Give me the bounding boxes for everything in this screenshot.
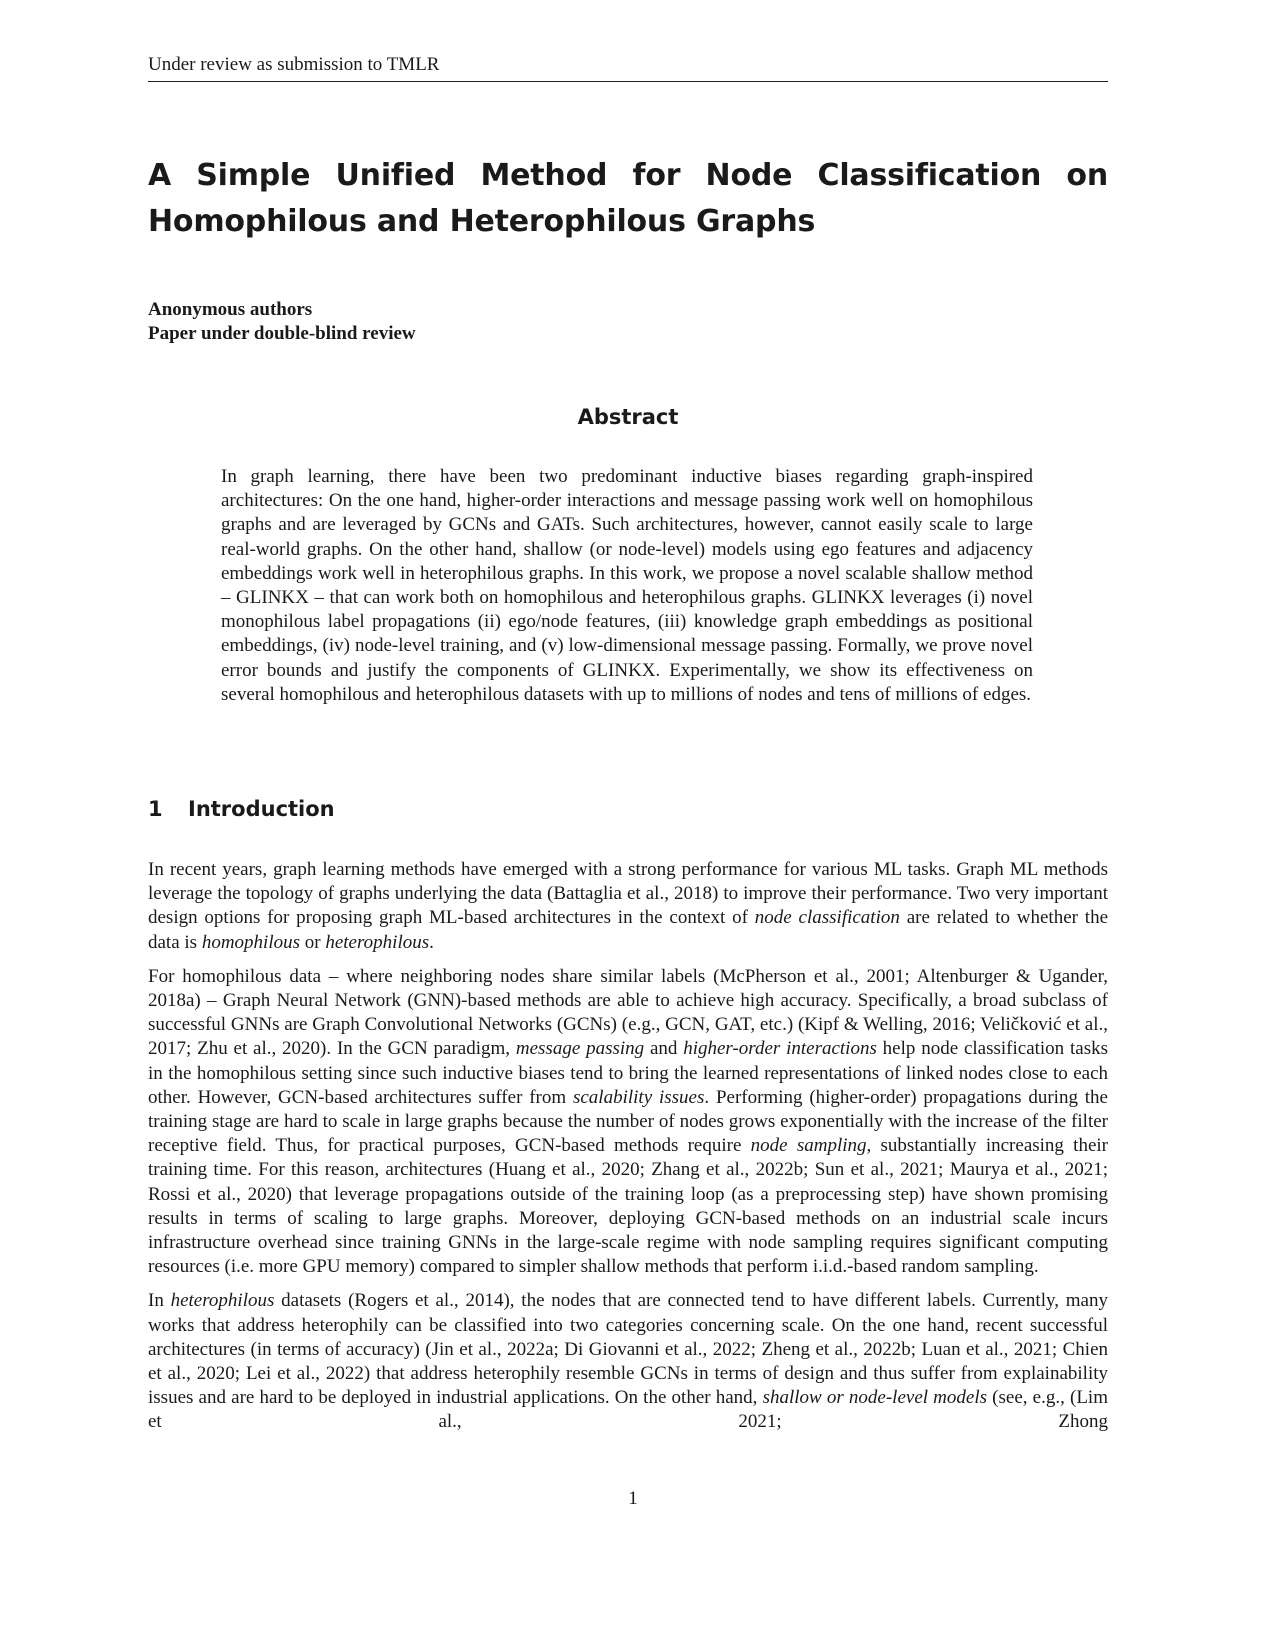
section-title: Introduction xyxy=(188,797,335,821)
text-run: help node classification tasks in the homophilous setting since such inductive biases tend to bring the learned representations of linked nodes close to each other. However, GCN-based architectures suffer from xyxy=(148,1038,1108,1108)
emphasis-text: node sampling xyxy=(750,1135,867,1157)
emphasis-text: higher-order interactions xyxy=(683,1038,877,1060)
body-paragraph xyxy=(148,965,1108,1280)
introduction-body xyxy=(148,858,1108,1445)
paper-title: A Simple Unified Method for Node Classification on Homophilous and Heterophilous Graphs xyxy=(148,158,1108,239)
section-heading xyxy=(148,797,335,821)
text-run: (see, e.g., (Lim et al., 2021; Zhong xyxy=(148,1387,1108,1433)
text-run: For homophilous data – where neighboring nodes share similar labels (McPherson et al., 2001; Altenburger & Ugander, 2018a) – Graph Neural Network (GNN)-based methods are able to achieve high accuracy. Specifically, a broad subclass of successful GNNs are Graph Convolutional Networks (GCNs) (e.g., GCN, GAT, etc.) (Kipf & Welling, 2016; Veličković et al., 2017; Zhu et al., 2020). In the GCN paradigm, xyxy=(148,965,1108,1060)
text-run: . xyxy=(429,931,434,953)
running-head: Under review as submission to TMLR xyxy=(148,54,1108,82)
emphasis-text: homophilous xyxy=(201,931,301,953)
emphasis-text: scalability issues xyxy=(572,1086,705,1108)
abstract-text: In graph learning, there have been two predominant inductive biases regarding graph-inspired architectures: On the one hand, higher-order interactions and message passing work well on homophilous graphs and are leveraged by GCNs and GATs. Such architectures, however, cannot easily scale to large real-world graphs. On the other hand, shallow (or node-level) models using ego features and adjacency embeddings work well in heterophilous graphs. In this work, we propose a novel scalable shallow method – GLINKX – that can work both on homophilous and heterophilous graphs. GLINKX leverages (i) novel monophilous label propagations (ii) ego/node features, (iii) knowledge graph embeddings as positional embeddings, (iv) node-level training, and (v) low-dimensional message passing. Formally, we prove novel error bounds and justify the components of GLINKX. Experimentally, we show its effectiveness on several homophilous and heterophilous datasets with up to millions of nodes and tens of millions of edges. xyxy=(221,466,1033,705)
author-line: Anonymous authors xyxy=(148,299,313,320)
text-run: In xyxy=(148,1290,171,1312)
text-run: are related to whether the data is xyxy=(148,907,1108,953)
text-run: . Performing (higher-order) propagations during the training stage are hard to scale in large graphs because the number of nodes grows exponentially with the increase of the filter receptive field. Thus, for practical purposes, GCN-based methods require xyxy=(148,1086,1108,1157)
emphasis-text: message passing xyxy=(515,1038,645,1060)
body-paragraph xyxy=(148,1289,1108,1434)
text-run: and xyxy=(644,1038,684,1060)
emphasis-text: heterophilous xyxy=(325,931,430,953)
text-run: , substantially increasing their training time. For this reason, architectures (Huang et al., 2020; Zhang et al., 2022b; Sun et al., 2021; Maurya et al., 2021; Rossi et al., 2020) that leverage propagations outside of the training loop (as a preprocessing step) have shown promising results in terms of scaling to large graphs. Moreover, deploying GCN-based methods on an industrial scale incurs infrastructure overhead since training GNNs in the large-scale regime with node sampling requires significant computing resources (i.e. more GPU memory) compared to simpler shallow methods that perform i.i.d.-based random sampling. xyxy=(148,1135,1109,1278)
emphasis-text: node classification xyxy=(754,907,900,929)
text-run: datasets (Rogers et al., 2014), the nodes that are connected tend to have different labels. Currently, many works that address heterophily can be classified into two categories concerning scale. On the one hand, recent successful architectures (in terms of accuracy) (Jin et al., 2022a; Di Giovanni et al., 2022; Zheng et al., 2022b; Luan et al., 2021; Chien et al., 2020; Lei et al., 2022) that address heterophily resemble GCNs in terms of design and thus suffer from explainability issues and are hard to be deployed in industrial applications. On the other hand, xyxy=(148,1290,1108,1409)
author-block xyxy=(148,298,416,346)
section-number: 1 xyxy=(148,797,163,821)
page-number: 1 xyxy=(628,1488,638,1509)
emphasis-text: shallow or node-level models xyxy=(762,1387,988,1409)
abstract-heading: Abstract xyxy=(577,405,679,429)
text-run: In recent years, graph learning methods have emerged with a strong performance for various ML tasks. Graph ML methods leverage the topology of graphs underlying the data (Battaglia et al., 2018) to improve their performance. Two very important design options for proposing graph ML-based architectures in the context of xyxy=(148,859,1108,929)
body-paragraph xyxy=(148,858,1108,955)
emphasis-text: heterophilous xyxy=(170,1290,275,1312)
review-status-line: Paper under double-blind review xyxy=(148,323,416,344)
text-run: or xyxy=(300,931,326,953)
